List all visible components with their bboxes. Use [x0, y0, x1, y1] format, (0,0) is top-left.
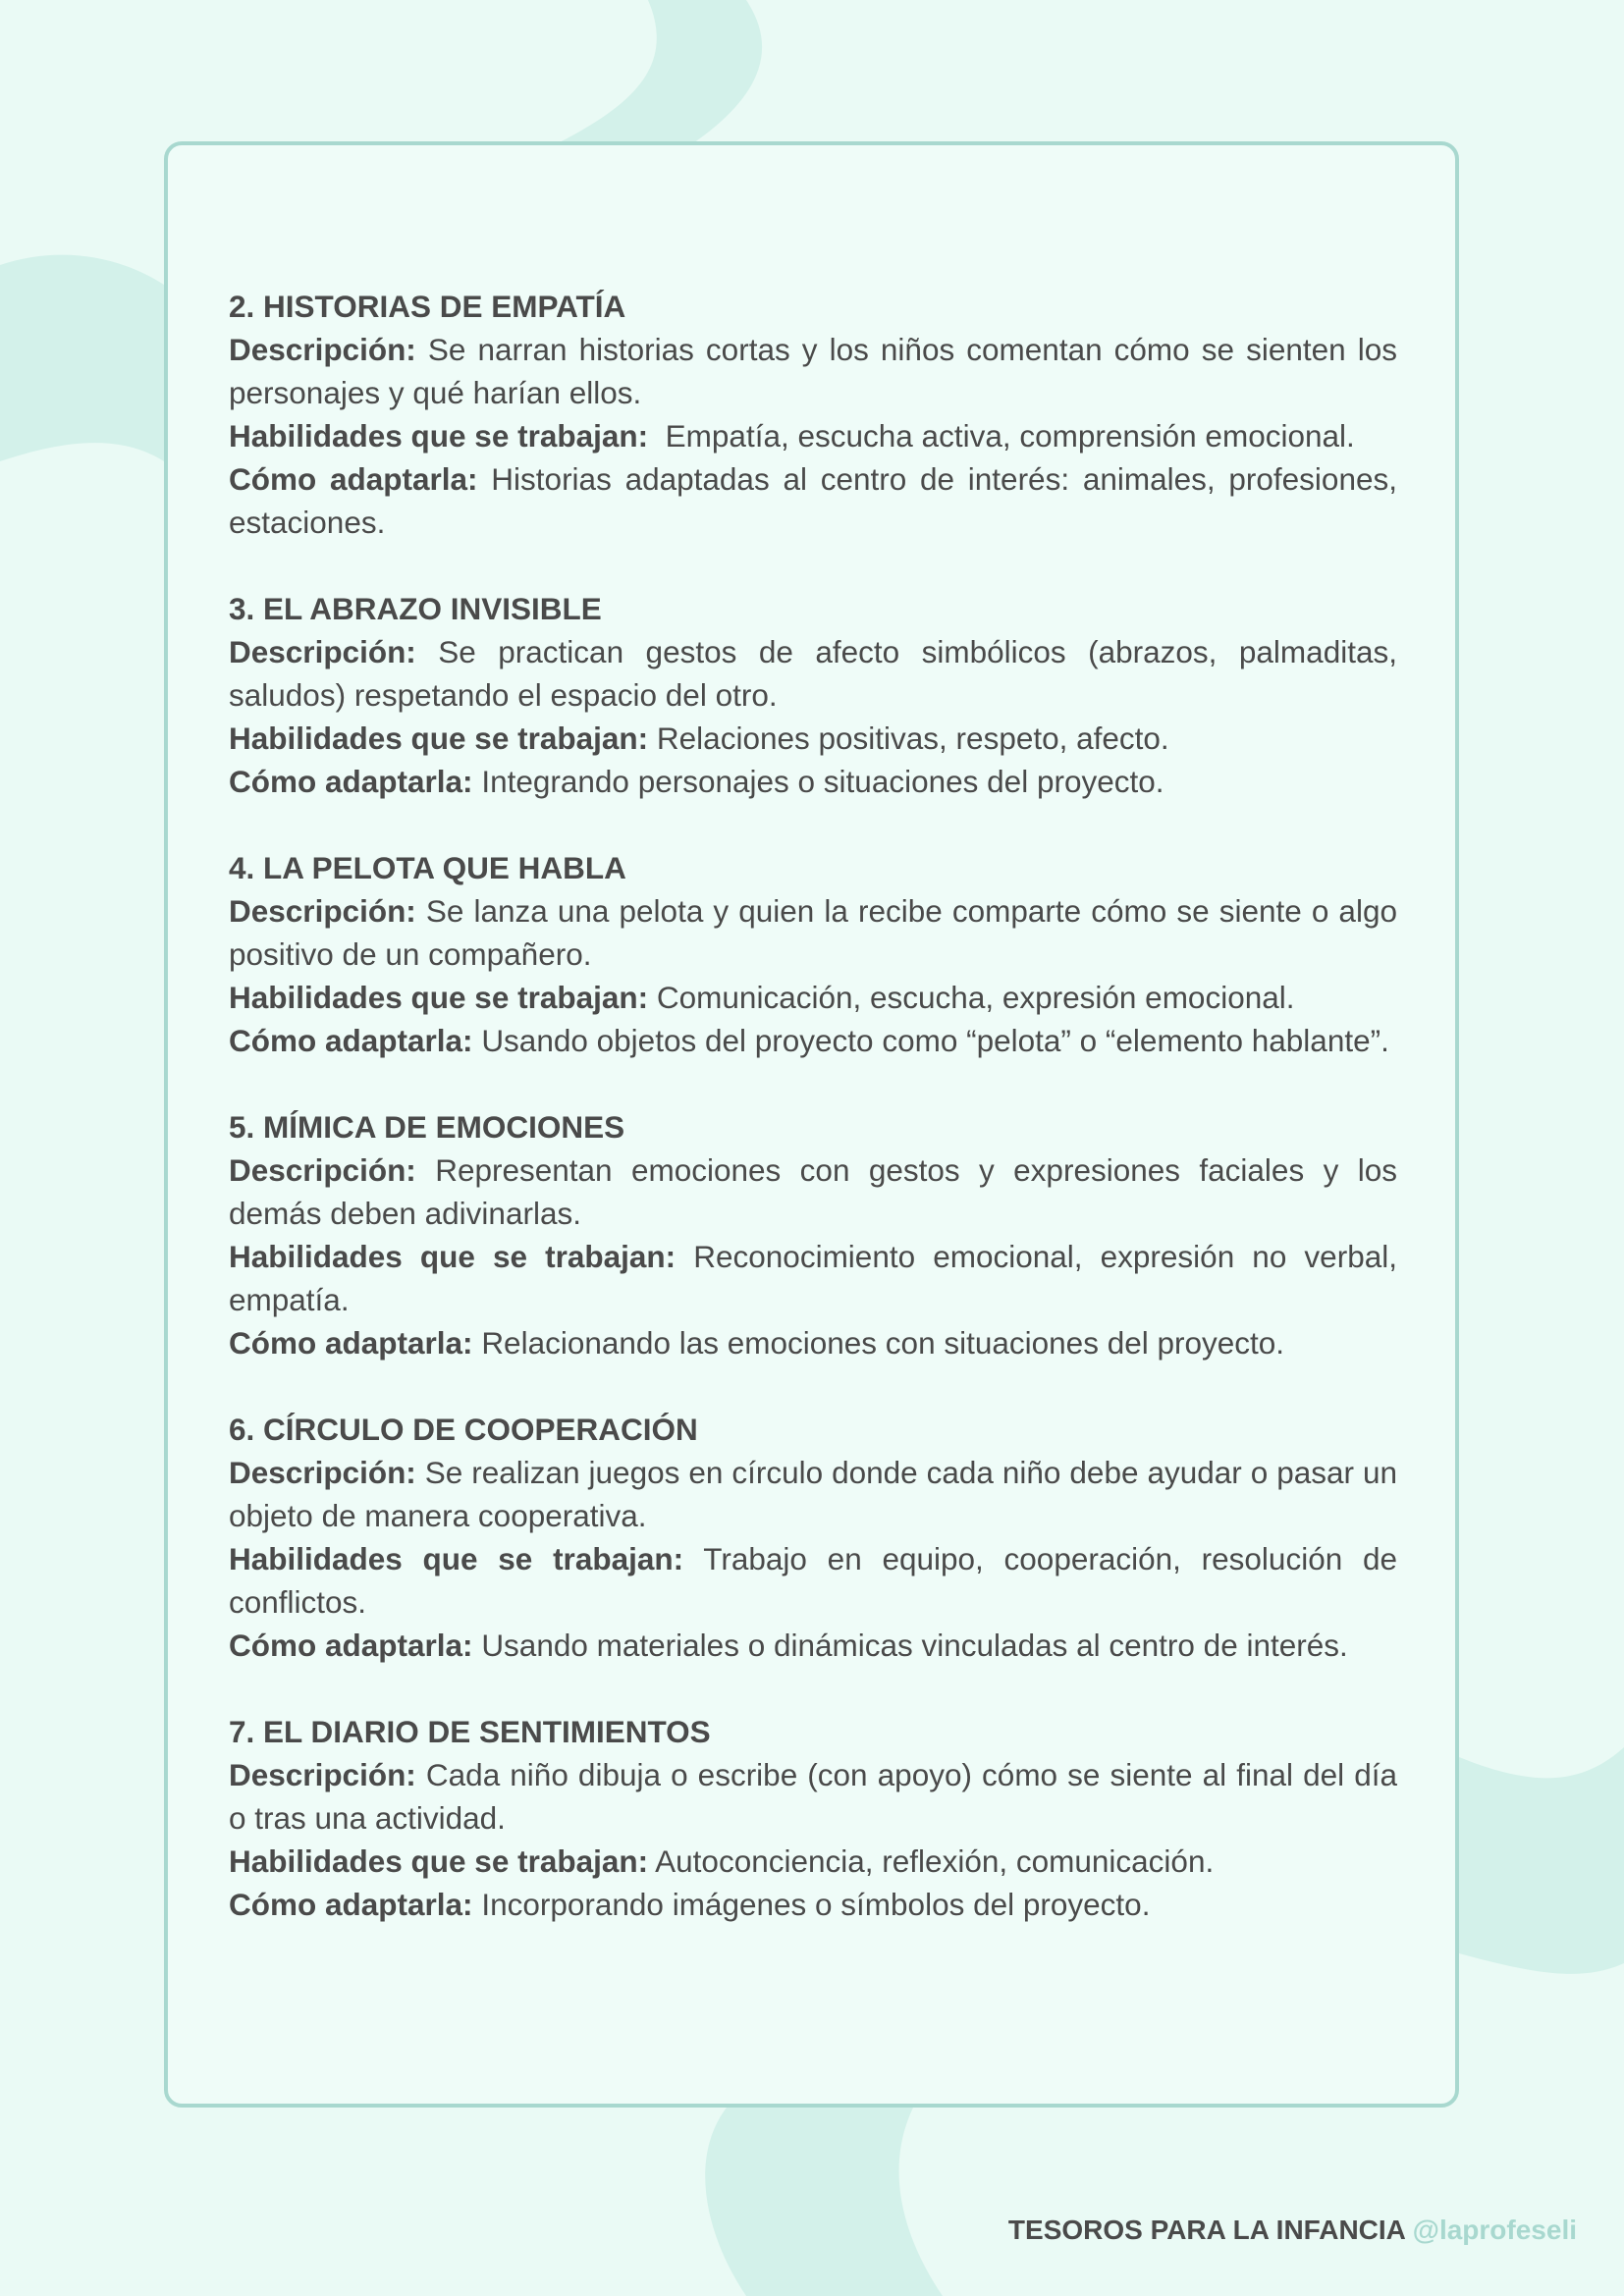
description-text: Cada niño dibuja o escribe (con apoyo) cómo se siente al final del día o tras una actividad.	[229, 1757, 1397, 1836]
adapt-label: Cómo adaptarla:	[229, 1628, 473, 1663]
adapt-label: Cómo adaptarla:	[229, 461, 478, 497]
activity-title: 6. CÍRCULO DE COOPERACIÓN	[229, 1412, 698, 1447]
adapt-text: Historias adaptadas al centro de interés: animales, profesiones, estaciones.	[229, 461, 1397, 540]
activity-skills	[229, 1235, 1397, 1321]
activity-description	[229, 1148, 1397, 1235]
skills-text: Comunicación, escucha, expresión emocional.	[656, 980, 1295, 1015]
adapt-text: Usando materiales o dinámicas vinculadas al centro de interés.	[481, 1628, 1348, 1663]
activity-section	[229, 1710, 1397, 1926]
activity-title: 3. EL ABRAZO INVISIBLE	[229, 591, 602, 626]
skills-text: Empatía, escucha activa, comprensión emocional.	[665, 418, 1355, 454]
footer-handle: @laprofeseli	[1412, 2215, 1577, 2245]
activity-description	[229, 328, 1397, 414]
top-wave-shape	[550, 0, 762, 147]
description-label: Descripción:	[229, 332, 416, 367]
footer-brand: TESOROS PARA LA INFANCIA	[1007, 2215, 1405, 2245]
activity-section	[229, 285, 1397, 544]
adapt-label: Cómo adaptarla:	[229, 764, 473, 799]
adapt-text: Incorporando imágenes o símbolos del proyecto.	[481, 1887, 1151, 1922]
activity-title: 5. MÍMICA DE EMOCIONES	[229, 1109, 625, 1145]
activity-section	[229, 1408, 1397, 1667]
activity-adaptation	[229, 1321, 1397, 1364]
right-wave-shape	[1459, 1747, 1624, 1974]
activity-title: 7. EL DIARIO DE SENTIMIENTOS	[229, 1714, 711, 1749]
description-text: Se realizan juegos en círculo donde cada niño debe ayudar o pasar un objeto de manera cooperativa.	[229, 1455, 1397, 1533]
description-label: Descripción:	[229, 1455, 416, 1490]
activity-section	[229, 846, 1397, 1062]
skills-label: Habilidades que se trabajan:	[229, 418, 649, 454]
activity-adaptation	[229, 1624, 1397, 1667]
skills-label: Habilidades que se trabajan:	[229, 980, 649, 1015]
activity-adaptation	[229, 1019, 1397, 1062]
bottom-wave-shape	[705, 2108, 943, 2296]
activity-description	[229, 889, 1397, 976]
activity-section	[229, 587, 1397, 803]
page-footer	[1008, 2215, 1577, 2246]
skills-label: Habilidades que se trabajan:	[229, 1541, 684, 1576]
left-wave-shape	[0, 255, 164, 461]
description-label: Descripción:	[229, 893, 416, 929]
activity-description	[229, 1451, 1397, 1537]
activity-skills	[229, 717, 1397, 760]
description-label: Descripción:	[229, 634, 416, 669]
skills-text: Trabajo en equipo, cooperación, resolución de conflictos.	[229, 1541, 1398, 1620]
description-text: Se lanza una pelota y quien la recibe comparte cómo se siente o algo positivo de un compañero.	[229, 893, 1397, 972]
description-text: Representan emociones con gestos y expresiones faciales y los demás deben adivinarlas.	[229, 1152, 1397, 1231]
skills-text: Autoconciencia, reflexión, comunicación.	[655, 1843, 1215, 1879]
activity-skills	[229, 1537, 1397, 1624]
description-label: Descripción:	[229, 1757, 416, 1792]
description-label: Descripción:	[229, 1152, 416, 1188]
skills-label: Habilidades que se trabajan:	[229, 721, 649, 756]
description-text: Se narran historias cortas y los niños comentan cómo se sienten los personajes y qué harían ellos.	[229, 332, 1397, 410]
activity-skills	[229, 1840, 1397, 1883]
activity-skills	[229, 414, 1397, 457]
activity-skills	[229, 976, 1397, 1019]
activity-description	[229, 1753, 1397, 1840]
activity-description	[229, 630, 1397, 717]
adapt-label: Cómo adaptarla:	[229, 1023, 473, 1058]
activity-adaptation	[229, 760, 1397, 803]
activity-section	[229, 1105, 1397, 1364]
skills-text: Relaciones positivas, respeto, afecto.	[656, 721, 1169, 756]
skills-label: Habilidades que se trabajan:	[229, 1239, 677, 1274]
adapt-text: Integrando personajes o situaciones del proyecto.	[481, 764, 1164, 799]
skills-label: Habilidades que se trabajan:	[229, 1843, 649, 1879]
adapt-label: Cómo adaptarla:	[229, 1887, 473, 1922]
adapt-text: Relacionando las emociones con situaciones del proyecto.	[481, 1325, 1285, 1361]
activity-title: 2. HISTORIAS DE EMPATÍA	[229, 289, 626, 324]
activities-list	[229, 285, 1397, 1969]
activity-title: 4. LA PELOTA QUE HABLA	[229, 850, 626, 885]
adapt-text: Usando objetos del proyecto como “pelota” o “elemento hablante”.	[481, 1023, 1389, 1058]
adapt-label: Cómo adaptarla:	[229, 1325, 473, 1361]
activity-adaptation	[229, 1883, 1397, 1926]
skills-text: Reconocimiento emocional, expresión no verbal, empatía.	[229, 1239, 1397, 1317]
activity-adaptation	[229, 457, 1397, 544]
description-text: Se practican gestos de afecto simbólicos (abrazos, palmaditas, saludos) respetando el espacio del otro.	[229, 634, 1397, 713]
